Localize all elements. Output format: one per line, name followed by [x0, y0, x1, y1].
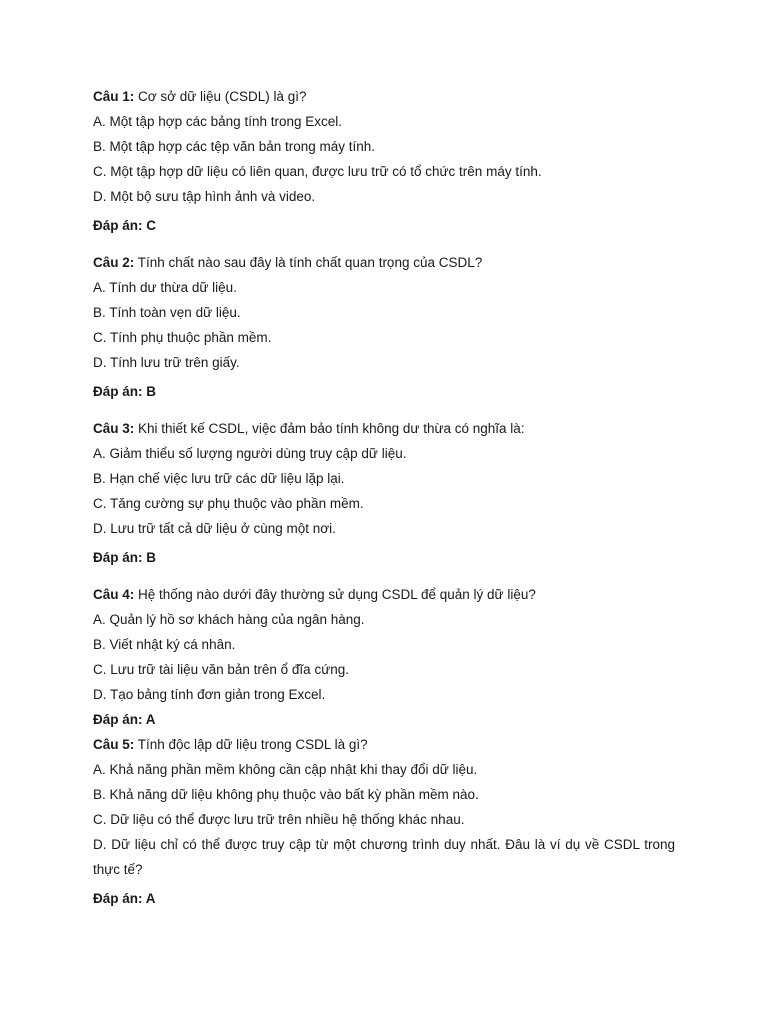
- question-text: Tính độc lập dữ liệu trong CSDL là gì?: [134, 737, 368, 752]
- option-b: B. Viết nhật ký cá nhân.: [93, 637, 236, 652]
- question-line: [93, 732, 675, 757]
- question-label: Câu 1:: [93, 89, 135, 104]
- question-label: Câu 2:: [93, 255, 135, 270]
- option-d: D. Tạo bảng tính đơn giản trong Excel.: [93, 687, 326, 702]
- option-d: D. Tính lưu trữ trên giấy.: [93, 355, 240, 370]
- question-line: [93, 582, 675, 607]
- option-c: C. Lưu trữ tài liệu văn bản trên ổ đĩa cứng.: [93, 662, 349, 677]
- answer-line: Đáp án: A: [93, 891, 156, 906]
- option-a: A. Khả năng phần mềm không cần cập nhật khi thay đổi dữ liệu.: [93, 762, 478, 777]
- question-text: Cơ sở dữ liệu (CSDL) là gì?: [134, 89, 307, 104]
- question-block: [93, 84, 675, 238]
- option-c: C. Dữ liệu có thể được lưu trữ trên nhiều hệ thống khác nhau.: [93, 812, 465, 827]
- document-page: [93, 84, 675, 911]
- option-a: A. Giảm thiểu số lượng người dùng truy cập dữ liệu.: [93, 446, 407, 461]
- option-c: C. Một tập hợp dữ liệu có liên quan, được lưu trữ có tổ chức trên máy tính.: [93, 164, 542, 179]
- question-line: [93, 250, 675, 275]
- answer-line: Đáp án: A: [93, 712, 156, 727]
- question-block: [93, 416, 675, 570]
- question-text: Hệ thống nào dưới đây thường sử dụng CSDL để quản lý dữ liệu?: [134, 587, 536, 602]
- option-c: C. Tăng cường sự phụ thuộc vào phần mềm.: [93, 496, 364, 511]
- question-label: Câu 4:: [93, 587, 135, 602]
- question-label: Câu 3:: [93, 421, 135, 436]
- question-text: Tính chất nào sau đây là tính chất quan trọng của CSDL?: [134, 255, 483, 270]
- option-a: A. Tính dư thừa dữ liệu.: [93, 280, 237, 295]
- answer-line: Đáp án: B: [93, 550, 157, 565]
- option-d: D. Lưu trữ tất cả dữ liệu ở cùng một nơi.: [93, 521, 336, 536]
- question-block: [93, 582, 675, 732]
- question-line: [93, 84, 675, 109]
- question-block: [93, 250, 675, 404]
- option-c: C. Tính phụ thuộc phần mềm.: [93, 330, 272, 345]
- option-b: B. Một tập hợp các tệp văn bản trong máy tính.: [93, 139, 376, 154]
- option-d: D. Dữ liệu chỉ có thể được truy cập từ một chương trình duy nhất. Đâu là ví dụ về CSDL trong thực tế?: [93, 837, 675, 877]
- question-text: Khi thiết kế CSDL, việc đảm bảo tính không dư thừa có nghĩa là:: [134, 421, 525, 436]
- option-a: A. Một tập hợp các bảng tính trong Excel.: [93, 114, 342, 129]
- question-line: [93, 416, 675, 441]
- question-block: [93, 732, 675, 911]
- option-b: B. Tính toàn vẹn dữ liệu.: [93, 305, 241, 320]
- option-d: D. Một bộ sưu tập hình ảnh và video.: [93, 189, 316, 204]
- answer-line: Đáp án: B: [93, 384, 157, 399]
- question-label: Câu 5:: [93, 737, 135, 752]
- option-b: B. Hạn chế việc lưu trữ các dữ liệu lặp lại.: [93, 471, 345, 486]
- option-b: B. Khả năng dữ liệu không phụ thuộc vào bất kỳ phần mềm nào.: [93, 787, 479, 802]
- answer-line: Đáp án: C: [93, 218, 157, 233]
- option-a: A. Quản lý hồ sơ khách hàng của ngân hàng.: [93, 612, 365, 627]
